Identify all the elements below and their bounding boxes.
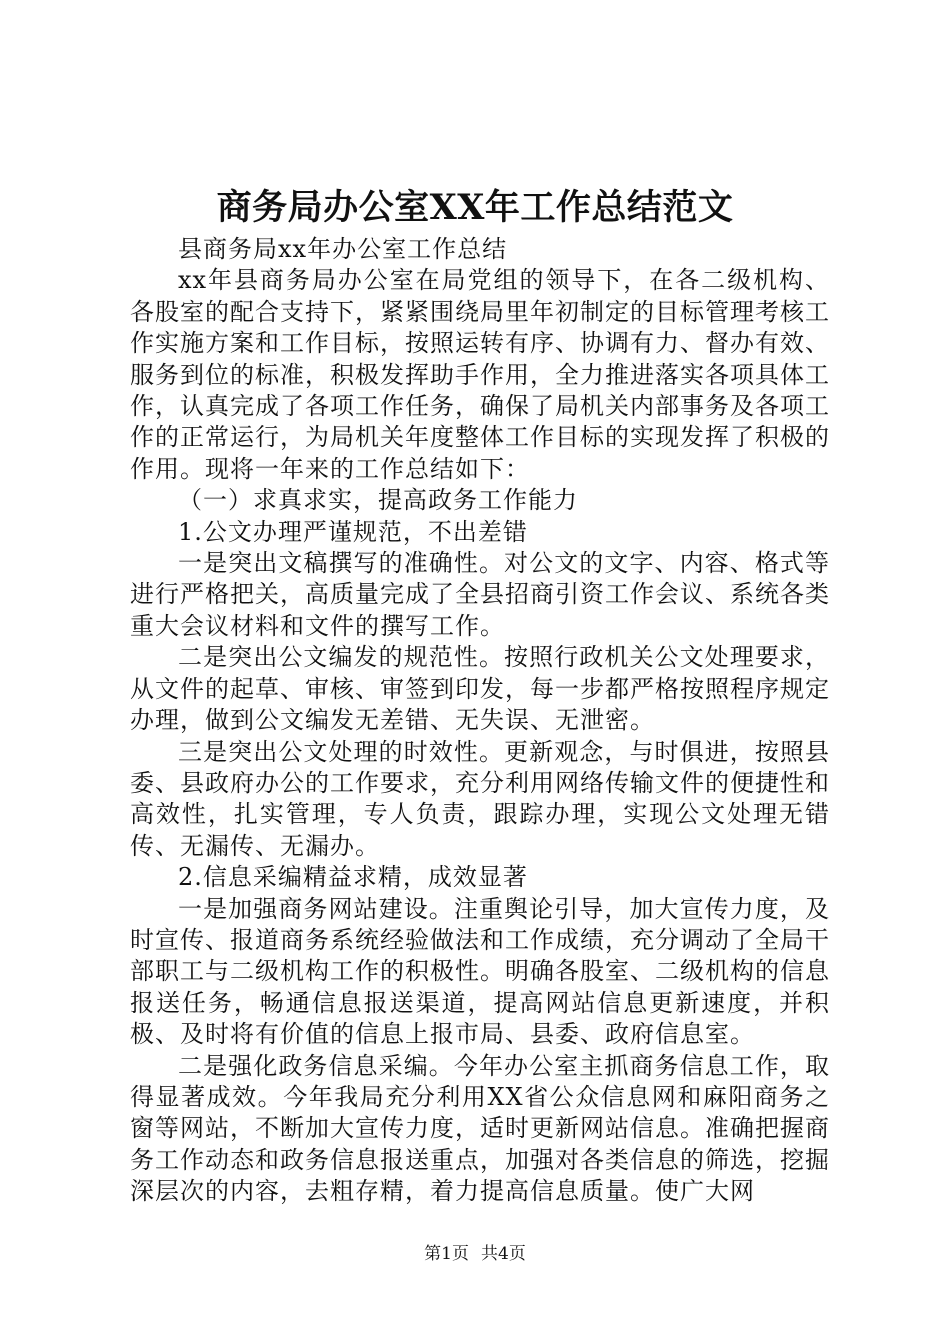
paragraph: 三是突出公文处理的时效性。更新观念，与时俱进，按照县委、县政府办公的工作要求，充分利用网络传输文件的便捷性和高效性，扎实管理，专人负责，跟踪办理，实现公文处理无错传、无漏传、无漏办。 bbox=[130, 737, 830, 860]
subsection-heading: 2.信息采编精益求精，成效显著 bbox=[178, 863, 528, 892]
subsection-heading: 1.公文办理严谨规范，不出差错 bbox=[178, 517, 528, 546]
page-footer bbox=[0, 1242, 950, 1266]
section-heading: （一）求真求实，提高政务工作能力 bbox=[178, 486, 578, 515]
page-number: 第1页 bbox=[424, 1244, 469, 1264]
document-title: 商务局办公室XX年工作总结范文 bbox=[216, 187, 734, 228]
paragraph-intro: xx年县商务局办公室在局党组的领导下，在各二级机构、各股室的配合支持下，紧紧围绕局里年初制定的目标管理考核工作实施方案和工作目标，按照运转有序、协调有力、督办有效、服务到位的标准，积极发挥助手作用，全力推进落实各项具体工作，认真完成了各项工作任务，确保了局机关内部事务及各项工作的正常运行，为局机关年度整体工作目标的实现发挥了积极的作用。现将一年来的工作总结如下： bbox=[130, 266, 830, 483]
document-body bbox=[130, 234, 830, 1208]
paragraph: 一是突出文稿撰写的准确性。对公文的文字、内容、格式等进行严格把关，高质量完成了全县招商引资工作会议、系统各类重大会议材料和文件的撰写工作。 bbox=[130, 549, 830, 640]
paragraph: 一是加强商务网站建设。注重舆论引导，加大宣传力度，及时宣传、报道商务系统经验做法和工作成绩，充分调动了全局干部职工与二级机构工作的积极性。明确各股室、二级机构的信息报送任务，畅通信息报送渠道，提高网站信息更新速度，并积极、及时将有价值的信息上报市局、县委、政府信息室。 bbox=[130, 894, 830, 1049]
paragraph: 二是强化政务信息采编。今年办公室主抓商务信息工作，取得显著成效。今年我局充分利用XX省公众信息网和麻阳商务之窗等网站，不断加大宣传力度，适时更新网站信息。准确把握商务工作动态和政务信息报送重点，加强对各类信息的筛选，挖掘深层次的内容，去粗存精，着力提高信息质量。使广大网 bbox=[130, 1051, 830, 1206]
paragraph-subtitle: 县商务局xx年办公室工作总结 bbox=[178, 235, 508, 263]
page-total: 共4页 bbox=[481, 1244, 526, 1264]
paragraph: 二是突出公文编发的规范性。按照行政机关公文处理要求，从文件的起草、审核、审签到印发，每一步都严格按照程序规定办理，做到公文编发无差错、无失误、无泄密。 bbox=[130, 643, 830, 735]
